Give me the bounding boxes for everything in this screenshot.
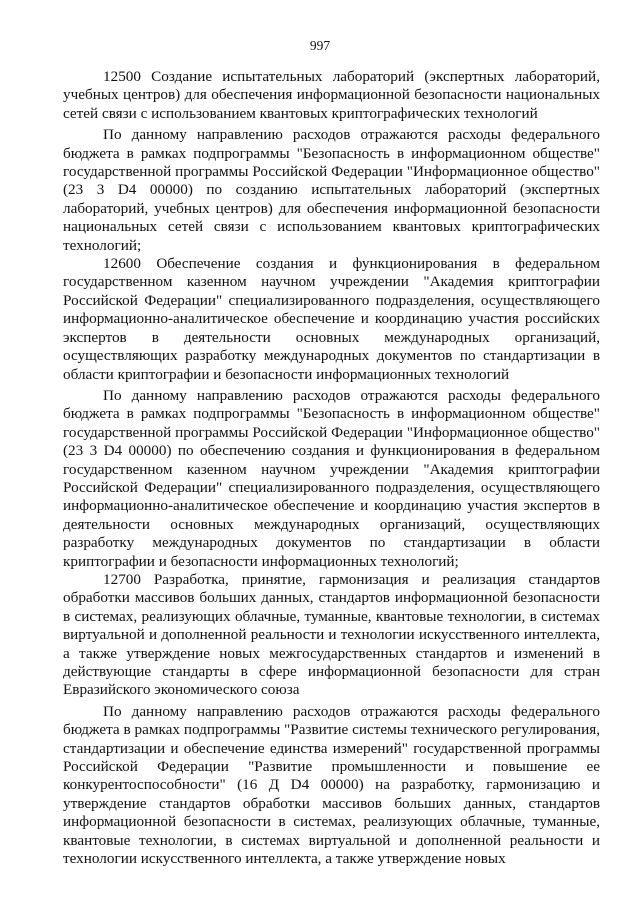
section-heading-12500: 12500 Создание испытательных лабораторий (экспертных лабораторий, учебных центров) для обеспечения информационной безопасности национальных сетей связи с использованием квантовых криптографических технологий	[63, 68, 600, 122]
paragraph-12600-description: По данному направлению расходов отражаются расходы федерального бюджета в рамках подпрограммы "Безопасность в информационном обществе" государственной программы Российской Федерации "Информационное общество" (23 3 D4 00000) по обеспечению создания и функционирования в федеральном государственном казенном научном учреждении "Академия криптографии Российской Федерации" специализированного подразделения, осуществляющего информационно-аналитическое обеспечение и координацию участия экспертов в деятельности основных международных организаций, осуществляющих разработку международных документов по стандартизации в области криптографии и безопасности информационных технологий;	[63, 386, 600, 570]
page-number: 997	[309, 38, 331, 53]
page-body	[63, 68, 600, 868]
paragraph-12700-description: По данному направлению расходов отражаются расходы федерального бюджета в рамках подпрограммы "Развитие системы технического регулирования, стандартизации и обеспечение единства измерений" государственной программы Российской Федерации "Развитие промышленности и повышение ее конкурентоспособности" (16 Д D4 00000) на разработку, гармонизацию и утверждение стандартов обработки массивов больших данных, стандартов информационной безопасности в системах, реализующих облачные, туманные, квантовые технологии, в системах виртуальной и дополненной реальности и технологии искусственного интеллекта, а также утверждение новых	[63, 702, 600, 868]
section-heading-12600: 12600 Обеспечение создания и функционирования в федеральном государственном казенном научном учреждении "Академия криптографии Российской Федерации" специализированного подразделения, осуществляющего информационно-аналитическое обеспечение и координацию участия российских экспертов в деятельности основных международных организаций, осуществляющих разработку международных документов по стандартизации в области криптографии и безопасности информационных технологий	[63, 255, 600, 383]
paragraph-12500-description: По данному направлению расходов отражаются расходы федерального бюджета в рамках подпрограммы "Безопасность в информационном обществе" государственной программы Российской Федерации "Информационное общество" (23 3 D4 00000) по созданию испытательных лабораторий (экспертных лабораторий, учебных центров) для обеспечения информационной безопасности национальных сетей связи с использованием квантовых криптографических технологий;	[63, 126, 600, 254]
section-heading-12700: 12700 Разработка, принятие, гармонизация и реализация стандартов обработки массивов больших данных, стандартов информационной безопасности в системах, реализующих облачные, туманные, квантовые технологии, в системах виртуальной и дополненной реальности и технологии искусственного интеллекта, а также утверждение новых межгосударственных стандартов и изменений в действующие стандарты в сфере информационной безопасности для стран Евразийского экономического союза	[63, 570, 600, 699]
